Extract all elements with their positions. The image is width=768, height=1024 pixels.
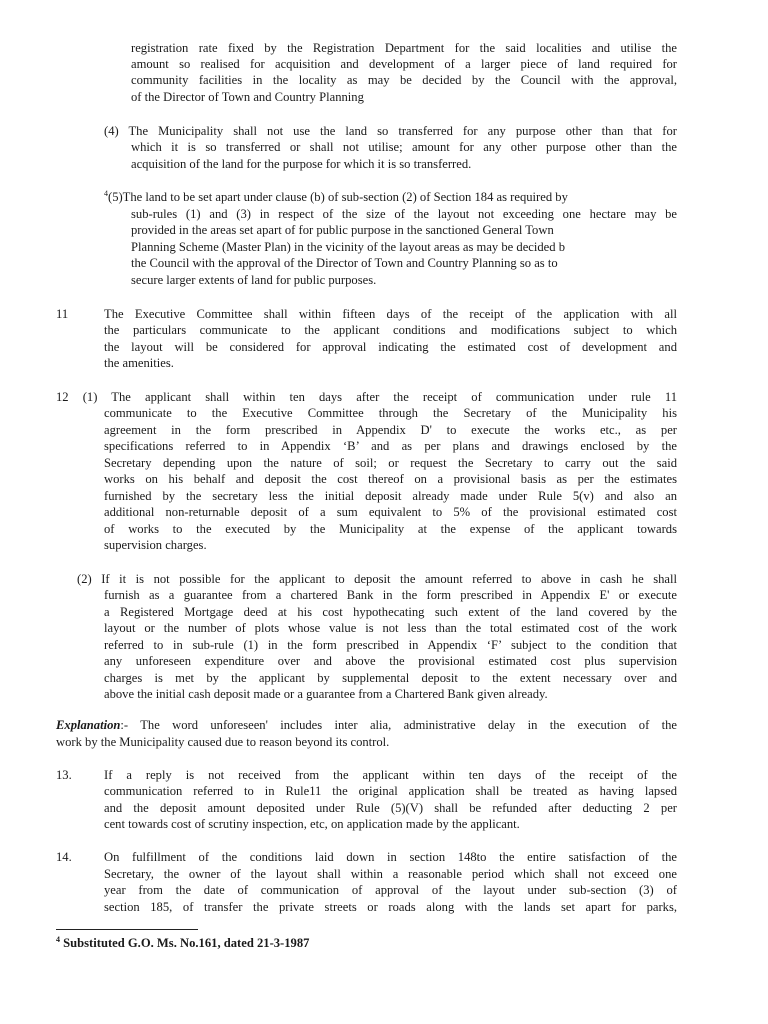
text-line: Secretary, the owner of the layout shall within a reasonable period which shall not exceed one: [104, 867, 677, 881]
text-line: 12 (1) The applicant shall within ten days after the receipt of communication under rule 11: [56, 390, 677, 404]
text-line: of works to the executed by the Municipality at the expense of the applicant towards: [104, 522, 677, 536]
text-line: of the Director of Town and Country Planning: [131, 90, 364, 104]
text-line: the particulars communicate to the applicant conditions and modifications subject to which: [104, 323, 677, 337]
text-line: layout or the number of plots whose value is not less than the total estimated cost of the work: [104, 621, 677, 635]
rule-number: 13.: [56, 768, 72, 782]
text-span: (5)The land to be set apart under clause (b) of sub-section (2) of Section 184 as required by: [108, 190, 568, 204]
text-line: [56, 717, 677, 733]
text-line: On fulfillment of the conditions laid down in section 148to the entire satisfaction of the: [104, 850, 677, 864]
text-line: acquisition of the land for the purpose for which it is so transferred.: [131, 157, 472, 171]
text-line: the amenities.: [104, 356, 174, 370]
text-line: [104, 189, 677, 205]
text-line: community facilities in the locality as may be decided by the Council with the approval,: [131, 73, 677, 87]
text-line: communication referred to in Rule11 the original application shall be treated as having lapsed: [104, 784, 677, 798]
text-line: a Registered Mortgage deed at his cost hypothecating such extent of the land covered by the: [104, 605, 677, 619]
text-line: (2) If it is not possible for the applicant to deposit the amount referred to above in cash he shall: [77, 572, 677, 586]
text-line: (4) The Municipality shall not use the land so transferred for any purpose other than that for: [104, 124, 677, 138]
rule-number: 14.: [56, 850, 72, 864]
text-line: charges is met by the applicant by supplemental deposit to the extent necessary over and: [104, 671, 677, 685]
text-line: furnish as a guarantee from a chartered Bank in the form prescribed in Appendix E' or execute: [104, 588, 677, 602]
text-line: registration rate fixed by the Registration Department for the said localities and utilise the: [131, 41, 677, 55]
text-line: referred to in sub-rule (1) in the form prescribed in Appendix ‘F’ subject to the condition that: [104, 638, 677, 652]
footnote-marker: 4: [56, 934, 60, 944]
text-line: amount so realised for acquisition and development of a larger piece of land required for: [131, 57, 677, 71]
text-line: The Executive Committee shall within fifteen days of the receipt of the application with all: [104, 307, 677, 321]
text-line: Secretary depending upon the nature of soil; or request the Secretary to carry out the said: [104, 456, 677, 470]
footnote-text: Substituted G.O. Ms. No.161, dated 21-3-1987: [60, 936, 310, 950]
rule-number: 11: [56, 307, 69, 321]
text-line: specifications referred to in Appendix ‘B’ and as per plans and drawings enclosed by the: [104, 439, 677, 453]
text-line: any unforeseen expenditure over and above the provisional estimated cost plus supervision: [104, 654, 677, 668]
text-line: and the deposit amount deposited under Rule (5)(V) shall be refunded after deducting 2 per: [104, 801, 677, 815]
text-line: cent towards cost of scrutiny inspection, etc, on application made by the applicant.: [104, 817, 520, 831]
text-line: provided in the areas set apart of for public purpose in the sanctioned General Town: [131, 223, 554, 237]
text-line: communicate to the Executive Committee through the Secretary of the Municipality his: [104, 406, 677, 420]
text-line: above the initial cash deposit made or a guarantee from a Chartered Bank given already.: [104, 687, 548, 701]
footnote-divider: [56, 929, 198, 930]
text-line: the Council with the approval of the Director of Town and Country Planning so as to: [131, 256, 558, 270]
footnote-marker: 4: [104, 188, 108, 198]
text-line: secure larger extents of land for public purposes.: [131, 273, 377, 287]
text-span: :- The word unforeseen' includes inter alia, administrative delay in the execution of the: [120, 718, 677, 732]
explanation-label: Explanation: [56, 718, 121, 732]
text-line: year from the date of communication of approval of the layout under sub-section (3) of: [104, 883, 677, 897]
text-line: work by the Municipality caused due to reason beyond its control.: [56, 735, 390, 749]
text-line: supervision charges.: [104, 538, 207, 552]
text-line: section 185, of transfer the private streets or roads along with the lands set apart for parks,: [104, 900, 677, 914]
text-line: furnished by the secretary less the initial deposit already made under Rule 5(v) and also an: [104, 489, 677, 503]
text-line: agreement in the form prescribed in Appendix D' to execute the works etc., as per: [104, 423, 677, 437]
text-line: Planning Scheme (Master Plan) in the vicinity of the layout areas as may be decided b: [131, 240, 566, 254]
footnote: [56, 936, 309, 951]
text-line: sub-rules (1) and (3) in respect of the size of the layout not exceeding one hectare may be: [131, 207, 677, 221]
text-line: If a reply is not received from the applicant within ten days of the receipt of the: [104, 768, 677, 782]
text-line: which it is so transferred or shall not utilise; amount for any other purpose other than the: [131, 140, 677, 154]
text-line: works on his behalf and deposit the cost thereof on a provisional basis as per the estimates: [104, 472, 677, 486]
text-line: additional non-returnable deposit of a sum equivalent to 5% of the provisional estimated cost: [104, 505, 677, 519]
text-line: the layout will be considered for approval indicating the estimated cost of development and: [104, 340, 677, 354]
